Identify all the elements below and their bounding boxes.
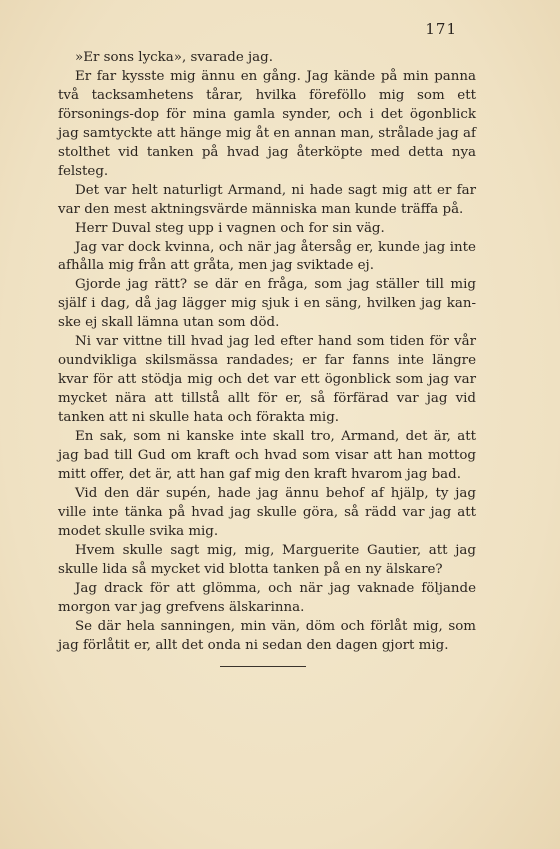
paragraph: Det var helt naturligt Armand, ni hade sagt mig att er far var den mest aktningsvärde människa man kunde träffa på. bbox=[58, 182, 476, 217]
paragraph: Hvem skulle sagt mig, mig, Marguerite Gautier, att jag skulle lida så mycket vid blotta tanken på en ny älskare? bbox=[58, 542, 476, 577]
paragraph: Vid den där supén, hade jag ännu behof af hjälp, ty jag ville inte tänka på hvad jag skulle göra, så rädd var jag att modet skulle svika mig. bbox=[58, 485, 476, 539]
paragraph: Er far kysste mig ännu en gång. Jag kände på min panna två tacksamhetens tårar, hvilka föreföllo mig som ett försonings-dop för mina gamla synder, och i det ögonblick jag samtyckte att hänge mig åt en annan man, strålade jag af stolthet vid tanken på hvad jag återköpte med detta nya felsteg. bbox=[58, 68, 476, 179]
paragraph: Gjorde jag rätt? se där en fråga, som jag ställer till mig själf i dag, då jag lägger mig sjuk i en säng, hvilken jag kan-ske ej skall lämna utan som död. bbox=[58, 277, 476, 331]
body-text bbox=[58, 49, 476, 656]
paragraph: Ni var vittne till hvad jag led efter hand som tiden för vår oundvikliga skilsmässa randades; er far fanns inte längre kvar för att stödja mig och det var ett ögonblick som jag var mycket nära att tillstå allt för er, så förfärad var jag vid tanken att ni skulle hata och förakta mig. bbox=[58, 334, 476, 426]
paragraph: Jag var dock kvinna, och när jag återsåg er, kunde jag inte afhålla mig från att gråta, men jag sviktade ej. bbox=[58, 239, 476, 274]
section-divider bbox=[220, 666, 306, 667]
paragraph: En sak, som ni kanske inte skall tro, Armand, det är, att jag bad till Gud om kraft och hvad som visar att han mottog mitt offer, det är, att han gaf mig den kraft hvarom jag bad. bbox=[58, 429, 476, 482]
paragraph: »Er sons lycka», svarade jag. bbox=[75, 50, 273, 65]
paragraph: Se där hela sanningen, min vän, döm och förlåt mig, som jag förlåtit er, allt det onda ni sedan den dagen gjort mig. bbox=[58, 618, 476, 653]
page-number: 171 bbox=[425, 20, 457, 38]
paragraph: Herr Duval steg upp i vagnen och for sin väg. bbox=[75, 220, 385, 236]
paragraph: Jag drack för att glömma, och när jag vaknade följande morgon var jag grefvens älskarinna. bbox=[58, 580, 476, 615]
